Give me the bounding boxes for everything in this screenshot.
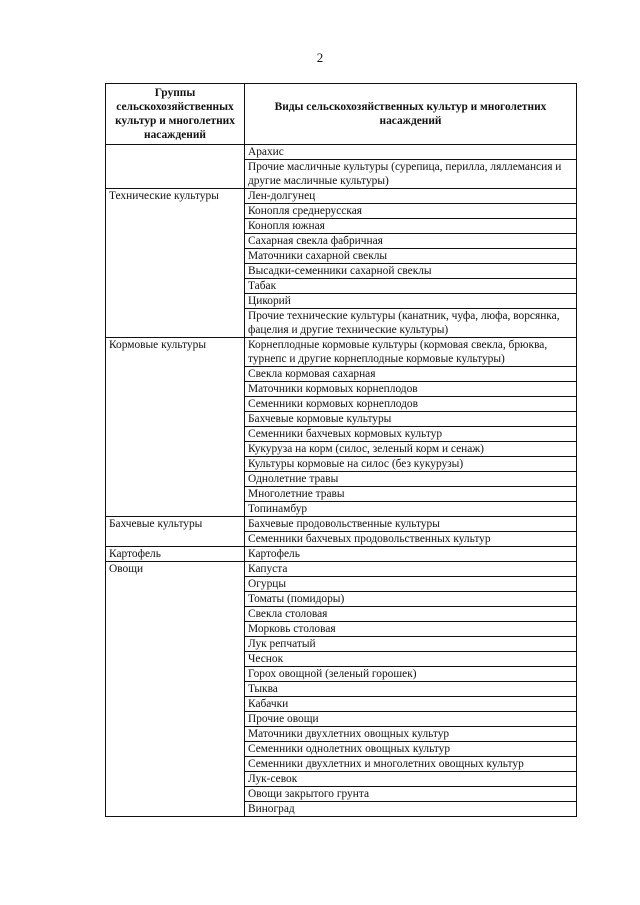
crop-cell: Семенники двухлетних и многолетних овощных культур — [245, 757, 577, 772]
crop-cell: Свекла столовая — [245, 607, 577, 622]
crop-cell: Маточники двухлетних овощных культур — [245, 727, 577, 742]
crop-cell: Томаты (помидоры) — [245, 592, 577, 607]
crop-cell: Корнеплодные кормовые культуры (кормовая свекла, брюква, турнепс и другие корнеплодные кормовые культуры) — [245, 338, 577, 367]
crop-cell: Огурцы — [245, 577, 577, 592]
crop-cell: Кукуруза на корм (силос, зеленый корм и сенаж) — [245, 442, 577, 457]
crop-cell: Табак — [245, 279, 577, 294]
group-cell: Картофель — [106, 547, 245, 562]
crop-cell: Прочие овощи — [245, 712, 577, 727]
crop-cell: Бахчевые кормовые культуры — [245, 412, 577, 427]
crop-cell: Морковь столовая — [245, 622, 577, 637]
crop-cell: Лук репчатый — [245, 637, 577, 652]
crop-cell: Арахис — [245, 145, 577, 160]
crop-cell: Овощи закрытого грунта — [245, 787, 577, 802]
crop-cell: Маточники кормовых корнеплодов — [245, 382, 577, 397]
crop-groups-table — [105, 83, 577, 817]
group-cell: Кормовые культуры — [106, 338, 245, 517]
crop-cell: Чеснок — [245, 652, 577, 667]
table-header-row — [106, 84, 577, 145]
crop-cell: Культуры кормовые на силос (без кукурузы) — [245, 457, 577, 472]
crop-cell: Лук-севок — [245, 772, 577, 787]
page-number: 2 — [316, 50, 324, 65]
table-row — [106, 189, 577, 204]
group-cell — [106, 145, 245, 189]
table-row — [106, 562, 577, 577]
crop-cell: Семенники бахчевых кормовых культур — [245, 427, 577, 442]
crop-cell: Цикорий — [245, 294, 577, 309]
crop-cell: Виноград — [245, 802, 577, 817]
table-row — [106, 517, 577, 532]
group-cell: Технические культуры — [106, 189, 245, 338]
crop-cell: Картофель — [245, 547, 577, 562]
crop-cell: Прочие технические культуры (канатник, чуфа, люфа, ворсянка, фацелия и другие технические культуры) — [245, 309, 577, 338]
table-row — [106, 145, 577, 160]
crop-cell: Многолетние травы — [245, 487, 577, 502]
crop-cell: Семенники однолетних овощных культур — [245, 742, 577, 757]
crop-cell: Конопля южная — [245, 219, 577, 234]
header-crop-types: Виды сельскохозяйственных культур и многолетних насаждений — [245, 84, 577, 145]
crop-cell: Конопля среднерусская — [245, 204, 577, 219]
crop-cell: Маточники сахарной свеклы — [245, 249, 577, 264]
crop-cell: Кабачки — [245, 697, 577, 712]
crop-cell: Горох овощной (зеленый горошек) — [245, 667, 577, 682]
table-row — [106, 547, 577, 562]
crop-cell: Сахарная свекла фабричная — [245, 234, 577, 249]
crop-cell: Высадки-семенники сахарной свеклы — [245, 264, 577, 279]
crop-cell: Топинамбур — [245, 502, 577, 517]
group-cell: Бахчевые культуры — [106, 517, 245, 547]
table-row — [106, 338, 577, 367]
crop-cell: Прочие масличные культуры (сурепица, перилла, ляллемансия и другие масличные культуры) — [245, 160, 577, 189]
crop-cell: Семенники бахчевых продовольственных культур — [245, 532, 577, 547]
group-cell: Овощи — [106, 562, 245, 817]
crop-cell: Семенники кормовых корнеплодов — [245, 397, 577, 412]
crop-cell: Капуста — [245, 562, 577, 577]
crop-cell: Свекла кормовая сахарная — [245, 367, 577, 382]
crop-cell: Тыква — [245, 682, 577, 697]
crop-cell: Бахчевые продовольственные культуры — [245, 517, 577, 532]
header-groups: Группы сельскохозяйственных культур и многолетних насаждений — [106, 84, 245, 145]
crop-cell: Лен-долгунец — [245, 189, 577, 204]
crop-cell: Однолетние травы — [245, 472, 577, 487]
